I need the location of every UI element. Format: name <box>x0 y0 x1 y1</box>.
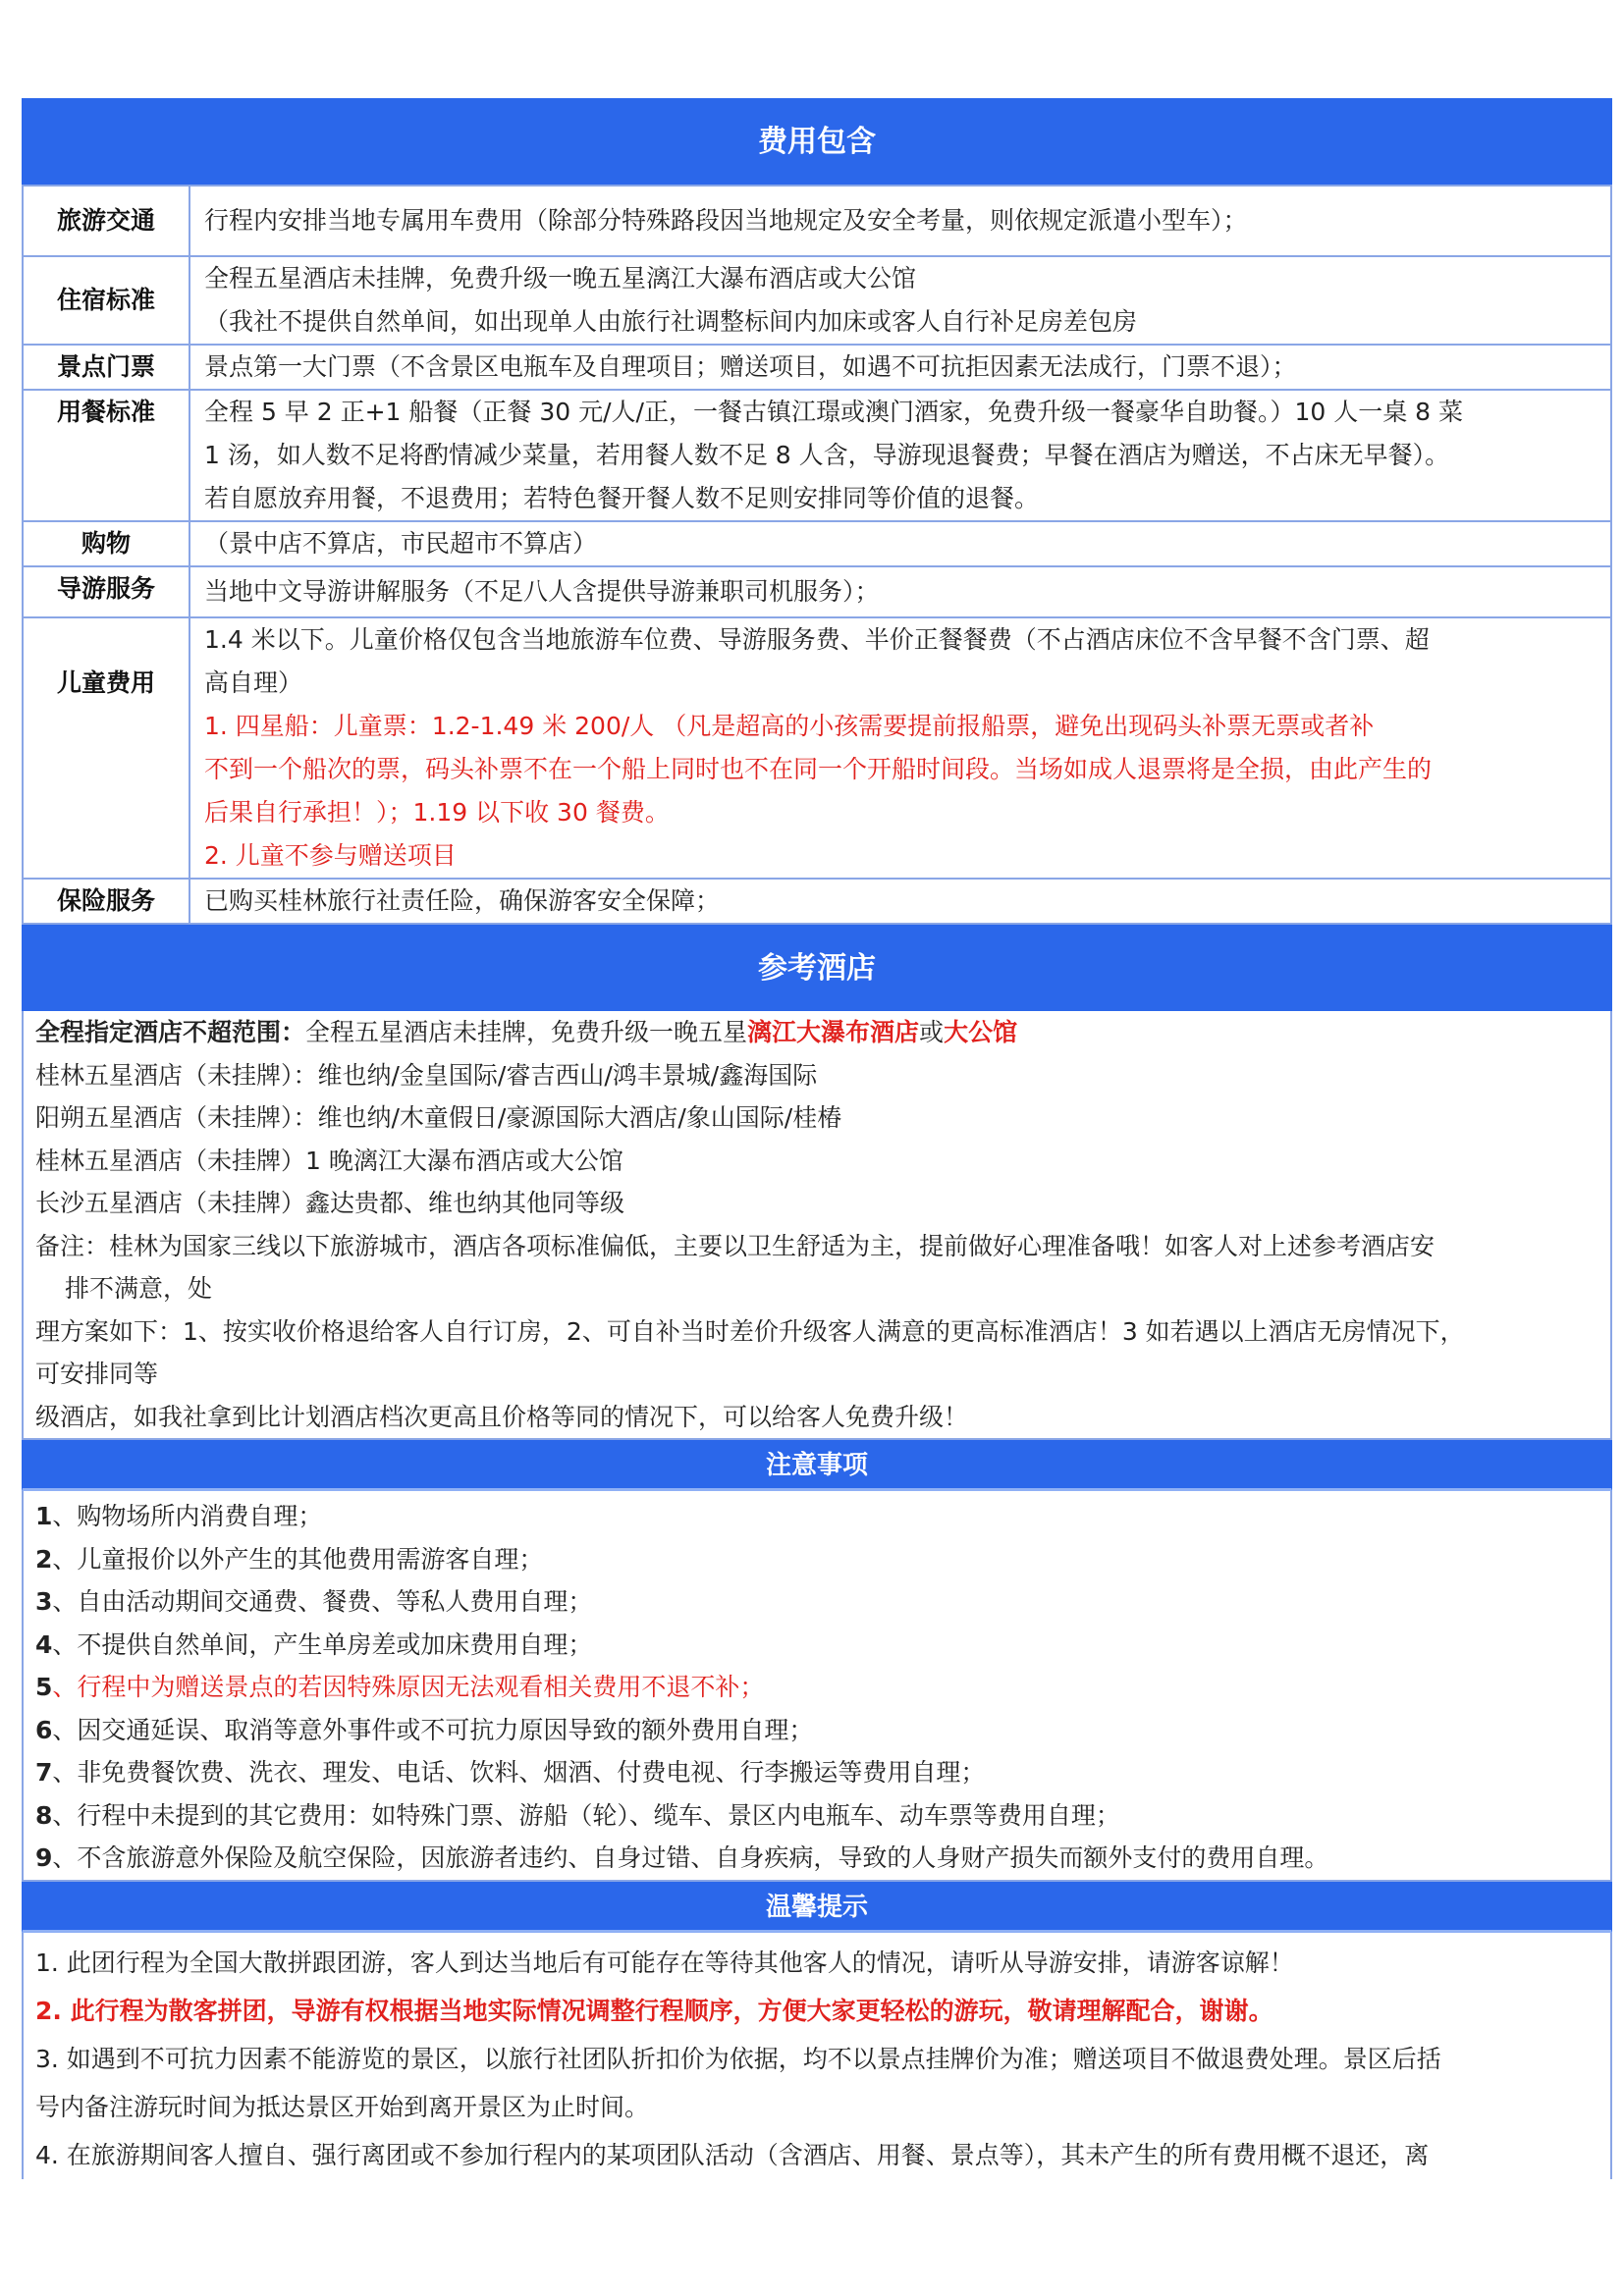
list-item: 3、自由活动期间交通费、餐费、等私人费用自理； <box>35 1587 593 1616</box>
fee-section-header: 费用包含 <box>22 98 1612 185</box>
list-item: 5、行程中为赠送景点的若因特殊原因无法观看相关费用不退不补； <box>35 1673 765 1701</box>
table-row <box>23 345 1611 390</box>
list-item: 7、非免费餐饮费、洗衣、理发、电话、饮料、烟酒、付费电视、行李搬运等费用自理； <box>35 1758 986 1787</box>
hotel-line: 排不满意，处 <box>65 1274 213 1303</box>
row-value: 全程 5 早 2 正+1 船餐（正餐 30 元/人/正，一餐古镇江璟或澳门酒家，免费升级一餐豪华自助餐。）10 人一桌 8 菜 1 汤，如人数不足将酌情减少菜量，若用餐人数不足 8 人含，导游现退餐费；早餐在酒店为赠送，不占床无早餐）。 若自愿放弃用餐，不退费用；若特色餐开餐人数不足则安排同等价值的退餐。 <box>189 390 1611 521</box>
tip-line: 4. 在旅游期间客人擅自、强行离团或不参加行程内的某项团队活动（含酒店、用餐、景点等），其未产生的所有费用概不退还，离 <box>35 2140 1430 2169</box>
tips-section-body <box>22 1933 1612 2179</box>
list-item: 9、不含旅游意外保险及航空保险，因旅游者违约、自身过错、自身疾病，导致的人身财产损失而额外支付的费用自理。 <box>35 1843 1329 1872</box>
hotel-line: 备注：桂林为国家三线以下旅游城市，酒店各项标准偏低，主要以卫生舒适为主，提前做好心理准备哦！如客人对上述参考酒店安 <box>35 1231 1435 1260</box>
row-key: 用餐标准 <box>23 390 189 521</box>
notes-section-header: 注意事项 <box>22 1440 1612 1491</box>
tip-line: 号内备注游玩时间为抵达景区开始到离开景区为止时间。 <box>35 2092 650 2121</box>
row-key: 住宿标准 <box>23 256 189 345</box>
row-value: 全程五星酒店未挂牌，免费升级一晚五星漓江大瀑布酒店或大公馆 （我社不提供自然单间，如出现单人由旅行社调整标间内加床或客人自行补足房差包房 <box>189 256 1611 345</box>
row-key: 儿童费用 <box>23 617 189 879</box>
table-row <box>23 617 1611 879</box>
row-key: 景点门票 <box>23 345 189 390</box>
document-page <box>22 98 1612 2179</box>
tip-line: 3. 如遇到不可抗力因素不能游览的景区，以旅行社团队折扣价为依据，均不以景点挂牌价为准；赠送项目不做退费处理。景区后括 <box>35 2044 1441 2073</box>
hotel-line: 桂林五星酒店（未挂牌）1 晚漓江大瀑布酒店或大公馆 <box>35 1146 623 1175</box>
hotel-line: 可安排同等 <box>35 1360 159 1388</box>
list-item: 6、因交通延误、取消等意外事件或不可抗力原因导致的额外费用自理； <box>35 1715 814 1744</box>
row-value: 已购买桂林旅行社责任险，确保游客安全保障； <box>189 879 1611 924</box>
tip-line: 2. 此行程为散客拼团，导游有权根据当地实际情况调整行程顺序，方便大家更轻松的游玩，敬请理解配合，谢谢。 <box>35 1996 1273 2025</box>
row-key: 购物 <box>23 521 189 566</box>
table-row <box>23 879 1611 924</box>
row-value: 1.4 米以下。儿童价格仅包含当地旅游车位费、导游服务费、半价正餐餐费（不占酒店床位不含早餐不含门票、超 高自理） 1. 四星船：儿童票：1.2-1.49 米 200/人 （凡是超高的小孩需要提前报船票，避免出现码头补票无票或者补 不到一个船次的票，码头补票不在一个船上同时也不在同一个开船时间段。当场如成人退票将是全损，由此产生的 后果自行承担！）；1.19 以下收 30 餐费。 2. 儿童不参与赠送项目 <box>189 617 1611 879</box>
row-key: 旅游交通 <box>23 186 189 256</box>
tips-section-header: 温馨提示 <box>22 1882 1612 1933</box>
hotel-line: 级酒店，如我社拿到比计划酒店档次更高且价格等同的情况下，可以给客人免费升级！ <box>35 1402 969 1431</box>
row-value: （景中店不算店，市民超市不算店） <box>189 521 1611 566</box>
row-value: 行程内安排当地专属用车费用（除部分特殊路段因当地规定及安全考量，则依规定派遣小型车）； <box>189 186 1611 256</box>
list-item: 4、不提供自然单间，产生单房差或加床费用自理； <box>35 1629 593 1659</box>
list-item: 2、儿童报价以外产生的其他费用需游客自理； <box>35 1544 544 1574</box>
tip-line: 1. 此团行程为全国大散拼跟团游，客人到达当地后有可能存在等待其他客人的情况，请听从导游安排，请游客谅解！ <box>35 1948 1294 1977</box>
table-row <box>23 186 1611 256</box>
hotel-line: 桂林五星酒店（未挂牌）：维也纳/金皇国际/睿吉西山/鸿丰景城/鑫海国际 <box>35 1060 818 1090</box>
row-value: 当地中文导游讲解服务（不足八人含提供导游兼职司机服务）； <box>189 566 1611 617</box>
hotel-intro: 全程指定酒店不超范围：全程五星酒店未挂牌，免费升级一晚五星漓江大瀑布酒店或大公馆 <box>35 1018 1018 1046</box>
row-key: 保险服务 <box>23 879 189 924</box>
hotel-line: 长沙五星酒店（未挂牌）鑫达贵都、维也纳其他同等级 <box>35 1189 625 1217</box>
hotel-section-body <box>22 1011 1612 1440</box>
hotel-section-header: 参考酒店 <box>22 925 1612 1011</box>
table-row <box>23 390 1611 521</box>
table-row <box>23 521 1611 566</box>
list-item: 1、购物场所内消费自理； <box>35 1502 323 1530</box>
row-value: 景点第一大门票（不含景区电瓶车及自理项目；赠送项目，如遇不可抗拒因素无法成行，门票不退）； <box>189 345 1611 390</box>
hotel-line: 阳朔五星酒店（未挂牌）：维也纳/木童假日/豪源国际大酒店/象山国际/桂椿 <box>35 1103 842 1132</box>
fee-table <box>22 185 1612 925</box>
notes-section-body <box>22 1491 1612 1882</box>
row-key: 导游服务 <box>23 566 189 617</box>
table-row <box>23 256 1611 345</box>
list-item: 8、行程中未提到的其它费用：如特殊门票、游船（轮）、缆车、景区内电瓶车、动车票等费用自理； <box>35 1800 1120 1830</box>
table-row <box>23 566 1611 617</box>
hotel-line: 理方案如下：1、按实收价格退给客人自行订房，2、可自补当时差价升级客人满意的更高标准酒店！3 如若遇以上酒店无房情况下， <box>35 1316 1465 1346</box>
